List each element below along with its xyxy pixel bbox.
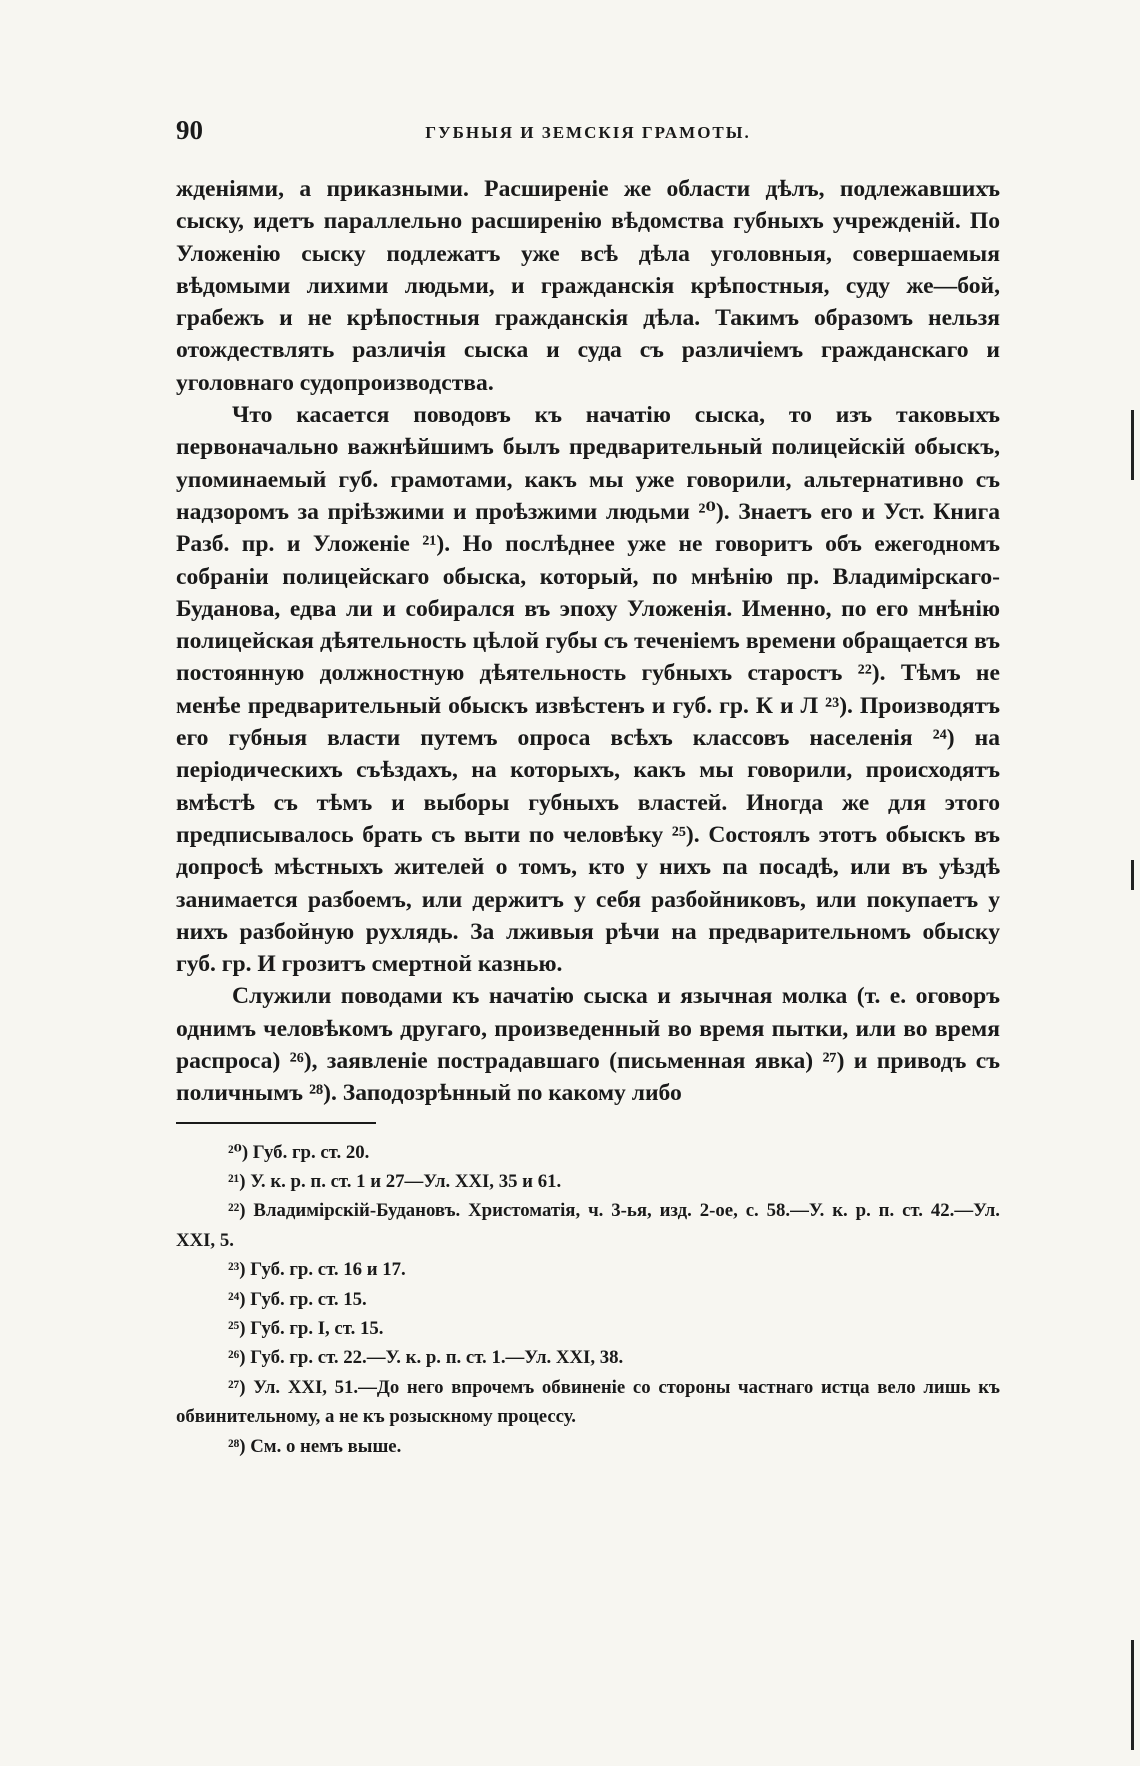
page-number: 90 (176, 115, 203, 145)
paragraph: Что касается поводовъ къ начатію сыска, то изъ таковыхъ первоначально важнѣйшимъ былъ предварительный полицейскій обыскъ, упоминаемый губ. грамотами, какъ мы уже говорили, альтернативно съ надзоромъ за пріѣзжими и проѣзжими людьми ²⁰). Знаетъ его и Уст. Книга Разб. пр. и Уложеніе ²¹). Но послѣднее уже не говоритъ объ ежегодномъ собраніи полицейскаго обыска, который, по мнѣнію пр. Владимірскаго-Буданова, едва ли и собирался въ эпоху Уложенія. Именно, по его мнѣнію полицейская дѣятельность цѣлой губы съ теченіемъ времени обращается въ постоянную должностную дѣятельность губныхъ старостъ ²²). Тѣмъ не менѣе предварительный обыскъ извѣстенъ и губ. гр. К и Л ²³). Производятъ его губныя власти путемъ опроса всѣхъ классовъ населенія ²⁴) на періодическихъ съѣздахъ, на которыхъ, какъ мы говорили, происходятъ вмѣстѣ съ тѣмъ и выборы губныхъ властей. Иногда же для этого предписывалось брать съ выти по человѣку ²⁵). Состоялъ этотъ обыскъ въ допросѣ мѣстныхъ жителей о томъ, кто у нихъ па посадѣ, или въ уѣздѣ занимается разбоемъ, или держитъ у себя разбойниковъ, или покупаетъ у нихъ разбойную рухлядь. За лживыя рѣчи на предварительномъ обыску губ. гр. И грозитъ смертной казнью. (176, 402, 1000, 978)
scan-edge-mark (1131, 1640, 1134, 1750)
footnote: ²⁵) Губ. гр. I, ст. 15. (228, 1318, 384, 1340)
footnote: ²⁶) Губ. гр. ст. 22.—У. к. р. п. ст. 1.—Ул. XXI, 38. (228, 1347, 624, 1369)
main-text (176, 173, 1000, 1110)
footnote: ²¹) У. к. р. п. ст. 1 и 27—Ул. XXI, 35 и 61. (228, 1171, 562, 1193)
paragraph: Служили поводами къ начатію сыска и язычная молка (т. е. оговоръ однимъ человѣкомъ другаго, произведенный во время пытки, или во время распроса) ²⁶), заявленіе пострадавшаго (письменная явка) ²⁷) и приводъ съ поличнымъ ²⁸). Заподозрѣнный по какому либо (176, 983, 1000, 1107)
book-page (176, 115, 1000, 1461)
footnote: ²²) Владимірскій-Будановъ. Христоматія, ч. 3-ья, изд. 2-ое, с. 58.—У. к. р. п. ст. 42.—Ул. XXI, 5. (176, 1200, 1000, 1251)
scan-edge-mark (1131, 860, 1134, 890)
footnotes (176, 1138, 1000, 1461)
running-head: ГУБНЫЯ И ЗЕМСКІЯ ГРАМОТЫ. (425, 123, 751, 142)
footnote: ²⁰) Губ. гр. ст. 20. (228, 1141, 370, 1163)
footnote-rule (176, 1122, 376, 1124)
scan-edge-mark (1131, 410, 1134, 480)
footnote: ²⁷) Ул. XXI, 51.—До него впрочемъ обвиненіе со стороны частнаго истца вело лишь къ обвинительному, а не къ розыскному процессу. (176, 1376, 1000, 1428)
footnote: ²⁸) См. о немъ выше. (228, 1435, 402, 1457)
footnote: ²³) Губ. гр. ст. 16 и 17. (228, 1259, 406, 1281)
paragraph: жденіями, а приказными. Расширеніе же области дѣлъ, подлежавшихъ сыску, идетъ параллельно расширенію вѣдомства губныхъ учрежденій. По Уложенію сыску подлежатъ уже всѣ дѣла уголовныя, совершаемыя вѣдомыми лихими людьми, и гражданскія крѣпостныя, суду же—бой, грабежъ и не крѣпостныя гражданскія дѣла. Такимъ образомъ нельзя отождествлять различія сыска и суда съ различіемъ гражданскаго и уголовнаго судопроизводства. (176, 176, 1000, 396)
footnote: ²⁴) Губ. гр. ст. 15. (228, 1288, 367, 1310)
page-header (176, 115, 1000, 151)
